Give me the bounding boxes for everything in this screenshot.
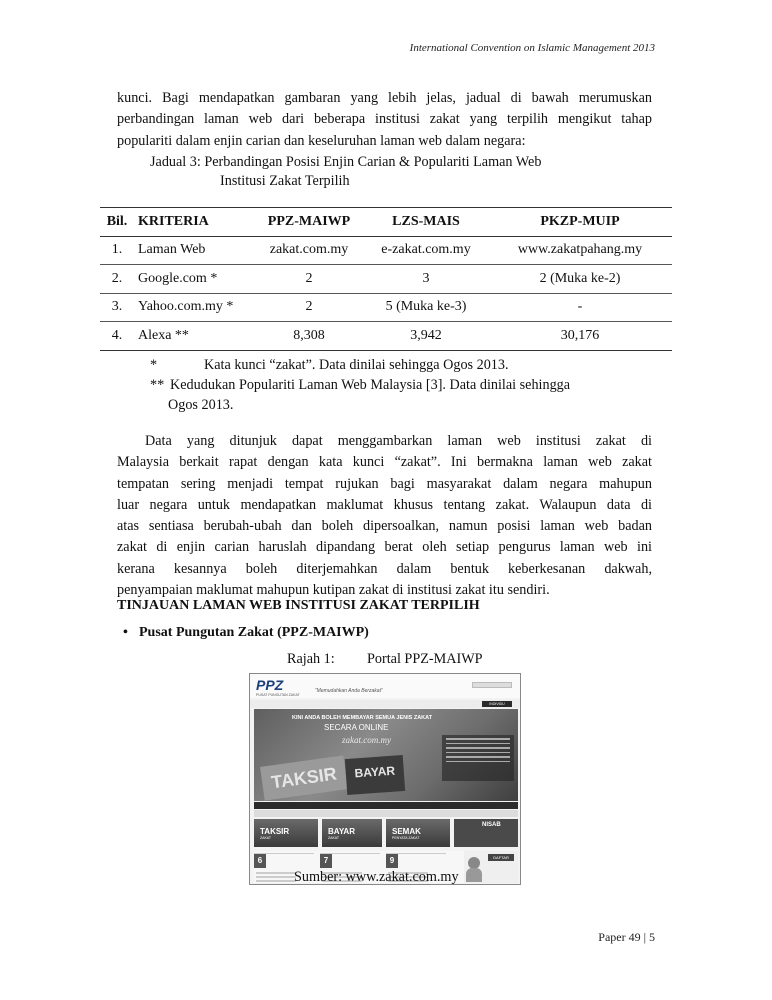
table-cell: e-zakat.com.my bbox=[364, 236, 488, 265]
tile-semak bbox=[386, 819, 450, 847]
header-ppz: PPZ-MAIWP bbox=[254, 208, 364, 237]
tile-semak-sub: PENYATA ZAKAT bbox=[392, 836, 420, 840]
screenshot-header bbox=[250, 674, 520, 698]
tile-taksir-sub: ZAKAT bbox=[260, 836, 272, 840]
table-cell: 3. bbox=[100, 293, 134, 322]
table-row bbox=[100, 236, 672, 265]
note-1-text: Kata kunci “zakat”. Data dinilai sehingga Ogos 2013. bbox=[204, 357, 509, 373]
table-cell: 2 (Muka ke-2) bbox=[488, 265, 672, 294]
info-box-number: 7 bbox=[320, 854, 332, 868]
bullet-item bbox=[123, 625, 369, 641]
ppz-portal-screenshot bbox=[249, 673, 521, 885]
tile-bayar-label: BAYAR bbox=[328, 827, 355, 836]
note-1 bbox=[150, 355, 570, 375]
note-2-text: Kedudukan Populariti Laman Web Malaysia [3]. Data dinilai sehingga bbox=[170, 377, 571, 393]
table-cell: 5 (Muka ke-3) bbox=[364, 293, 488, 322]
tile-bayar-sub: ZAKAT bbox=[328, 836, 340, 840]
screenshot-daftar-newsletter bbox=[464, 851, 518, 883]
table-cell: - bbox=[488, 293, 672, 322]
body-line: zakat di enjin carian haruslah dipandang berat oleh setiap pengurus laman web ini bbox=[117, 539, 652, 556]
banner-card-taksir: TAKSIR bbox=[260, 755, 348, 800]
note-2-mark: ** bbox=[150, 377, 165, 393]
screenshot-nav-bar bbox=[250, 700, 520, 708]
comparison-table bbox=[100, 207, 672, 351]
table-header-row bbox=[100, 208, 672, 237]
intro-paragraph bbox=[117, 88, 652, 152]
screenshot-motto: “Memudahkan Anda Berzakat” bbox=[315, 688, 383, 694]
tile-bayar bbox=[322, 819, 382, 847]
table-cell: 2 bbox=[254, 293, 364, 322]
screenshot-prayer-times-bar bbox=[254, 810, 518, 817]
table-caption-line2: Institusi Zakat Terpilih bbox=[220, 173, 350, 189]
tile-taksir-label: TAKSIR bbox=[260, 827, 290, 836]
header-bil: Bil. bbox=[100, 208, 134, 237]
body-line: penyampaian maklumat mahupun kutipan zakat di institusi zakat itu sendiri. bbox=[117, 582, 550, 599]
table-row bbox=[100, 322, 672, 351]
header-pkzp: PKZP-MUIP bbox=[488, 208, 672, 237]
figure-label: Rajah 1: bbox=[287, 651, 335, 667]
body-paragraph bbox=[117, 431, 652, 601]
tile-nisab-label: NISAB bbox=[482, 822, 501, 828]
table-cell: 1. bbox=[100, 236, 134, 265]
info-box-number: 6 bbox=[254, 854, 266, 868]
body-line: atas sentiasa berubah-ubah dan boleh dipersoalkan, namun posisi laman web badan bbox=[117, 518, 652, 535]
table-notes bbox=[150, 355, 570, 415]
body-line: luar negara untuk mendapatkan maklumat khusus tentang zakat. Walaupun data di bbox=[117, 496, 652, 513]
tile-taksir bbox=[254, 819, 318, 847]
banner-card-bayar: BAYAR bbox=[345, 755, 405, 795]
screenshot-tab-individu: INDIVIDU bbox=[482, 701, 512, 707]
table-cell: 3 bbox=[364, 265, 488, 294]
bullet-text: Pusat Pungutan Zakat (PPZ-MAIWP) bbox=[139, 625, 369, 640]
table-cell: Laman Web bbox=[134, 236, 254, 265]
ppz-logo: PPZ bbox=[256, 677, 284, 693]
running-header: International Convention on Islamic Management 2013 bbox=[409, 42, 655, 54]
banner-line1: KINI ANDA BOLEH MEMBAYAR SEMUA JENIS ZAKAT bbox=[292, 715, 433, 721]
table-cell: 4. bbox=[100, 322, 134, 351]
table-cell: Alexa ** bbox=[134, 322, 254, 351]
table-row bbox=[100, 265, 672, 294]
table-cell: Yahoo.com.my * bbox=[134, 293, 254, 322]
table-cell: 2 bbox=[254, 265, 364, 294]
note-2 bbox=[150, 375, 570, 395]
screenshot-banner bbox=[254, 709, 518, 801]
screenshot-search-box bbox=[472, 682, 512, 688]
bullet-dot: • bbox=[123, 625, 128, 640]
table-caption-line1: Jadual 3: Perbandingan Posisi Enjin Carian & Populariti Laman Web bbox=[150, 154, 542, 170]
tile-semak-label: SEMAK bbox=[392, 827, 421, 836]
page-footer: Paper 49 | 5 bbox=[598, 930, 655, 944]
table-cell: 3,942 bbox=[364, 322, 488, 351]
table-row bbox=[100, 293, 672, 322]
section-title: TINJAUAN LAMAN WEB INSTITUSI ZAKAT TERPILIH bbox=[117, 598, 480, 613]
table-cell: zakat.com.my bbox=[254, 236, 364, 265]
tile-nisab bbox=[454, 819, 518, 847]
banner-line3: zakat.com.my bbox=[342, 735, 391, 745]
intro-line: kunci. Bagi mendapatkan gambaran yang lebih jelas, jadual di bawah merumuskan bbox=[117, 90, 652, 106]
figure-source: Sumber: www.zakat.com.my bbox=[294, 869, 459, 885]
figure-title: Portal PPZ-MAIWP bbox=[367, 651, 483, 667]
screenshot-tiles bbox=[254, 819, 518, 849]
note-1-mark: * bbox=[150, 357, 158, 373]
daftar-tag: DAFTAR bbox=[488, 854, 514, 861]
table-cell: 30,176 bbox=[488, 322, 672, 351]
body-line: Malaysia berkait rapat dengan kata kunci “zakat”. Ini bermakna laman web zakat bbox=[117, 454, 652, 471]
header-lzs: LZS-MAIS bbox=[364, 208, 488, 237]
table-cell: Google.com * bbox=[134, 265, 254, 294]
intro-line: perbandingan laman web dari beberapa institusi zakat yang terpilih mengikut tahap bbox=[117, 111, 652, 128]
body-line: kerana kesannya boleh diterjemahkan dalam bentuk keberkesanan dakwah, bbox=[117, 560, 652, 577]
ppz-logo-subtitle: PUSAT PUNGUTAN ZAKAT bbox=[256, 693, 300, 697]
header-kriteria: KRITERIA bbox=[134, 208, 254, 237]
note-2-continuation: Ogos 2013. bbox=[168, 397, 234, 413]
table-cell: www.zakatpahang.my bbox=[488, 236, 672, 265]
screenshot-news-ticker bbox=[254, 802, 518, 809]
body-line: Data yang ditunjuk dapat menggambarkan laman web institusi zakat di bbox=[145, 433, 652, 449]
body-line: tempatan sering menjadi tempat rujukan bagi masyarakat dalam negara mahupun bbox=[117, 475, 652, 492]
banner-text-box bbox=[442, 735, 514, 781]
table-cell: 8,308 bbox=[254, 322, 364, 351]
intro-line: populariti dalam enjin carian dan keseluruhan laman web dalam negara: bbox=[117, 132, 526, 149]
table-caption bbox=[150, 153, 541, 191]
table-cell: 2. bbox=[100, 265, 134, 294]
banner-line2: SECARA ONLINE bbox=[324, 723, 389, 732]
info-box-number: 9 bbox=[386, 854, 398, 868]
